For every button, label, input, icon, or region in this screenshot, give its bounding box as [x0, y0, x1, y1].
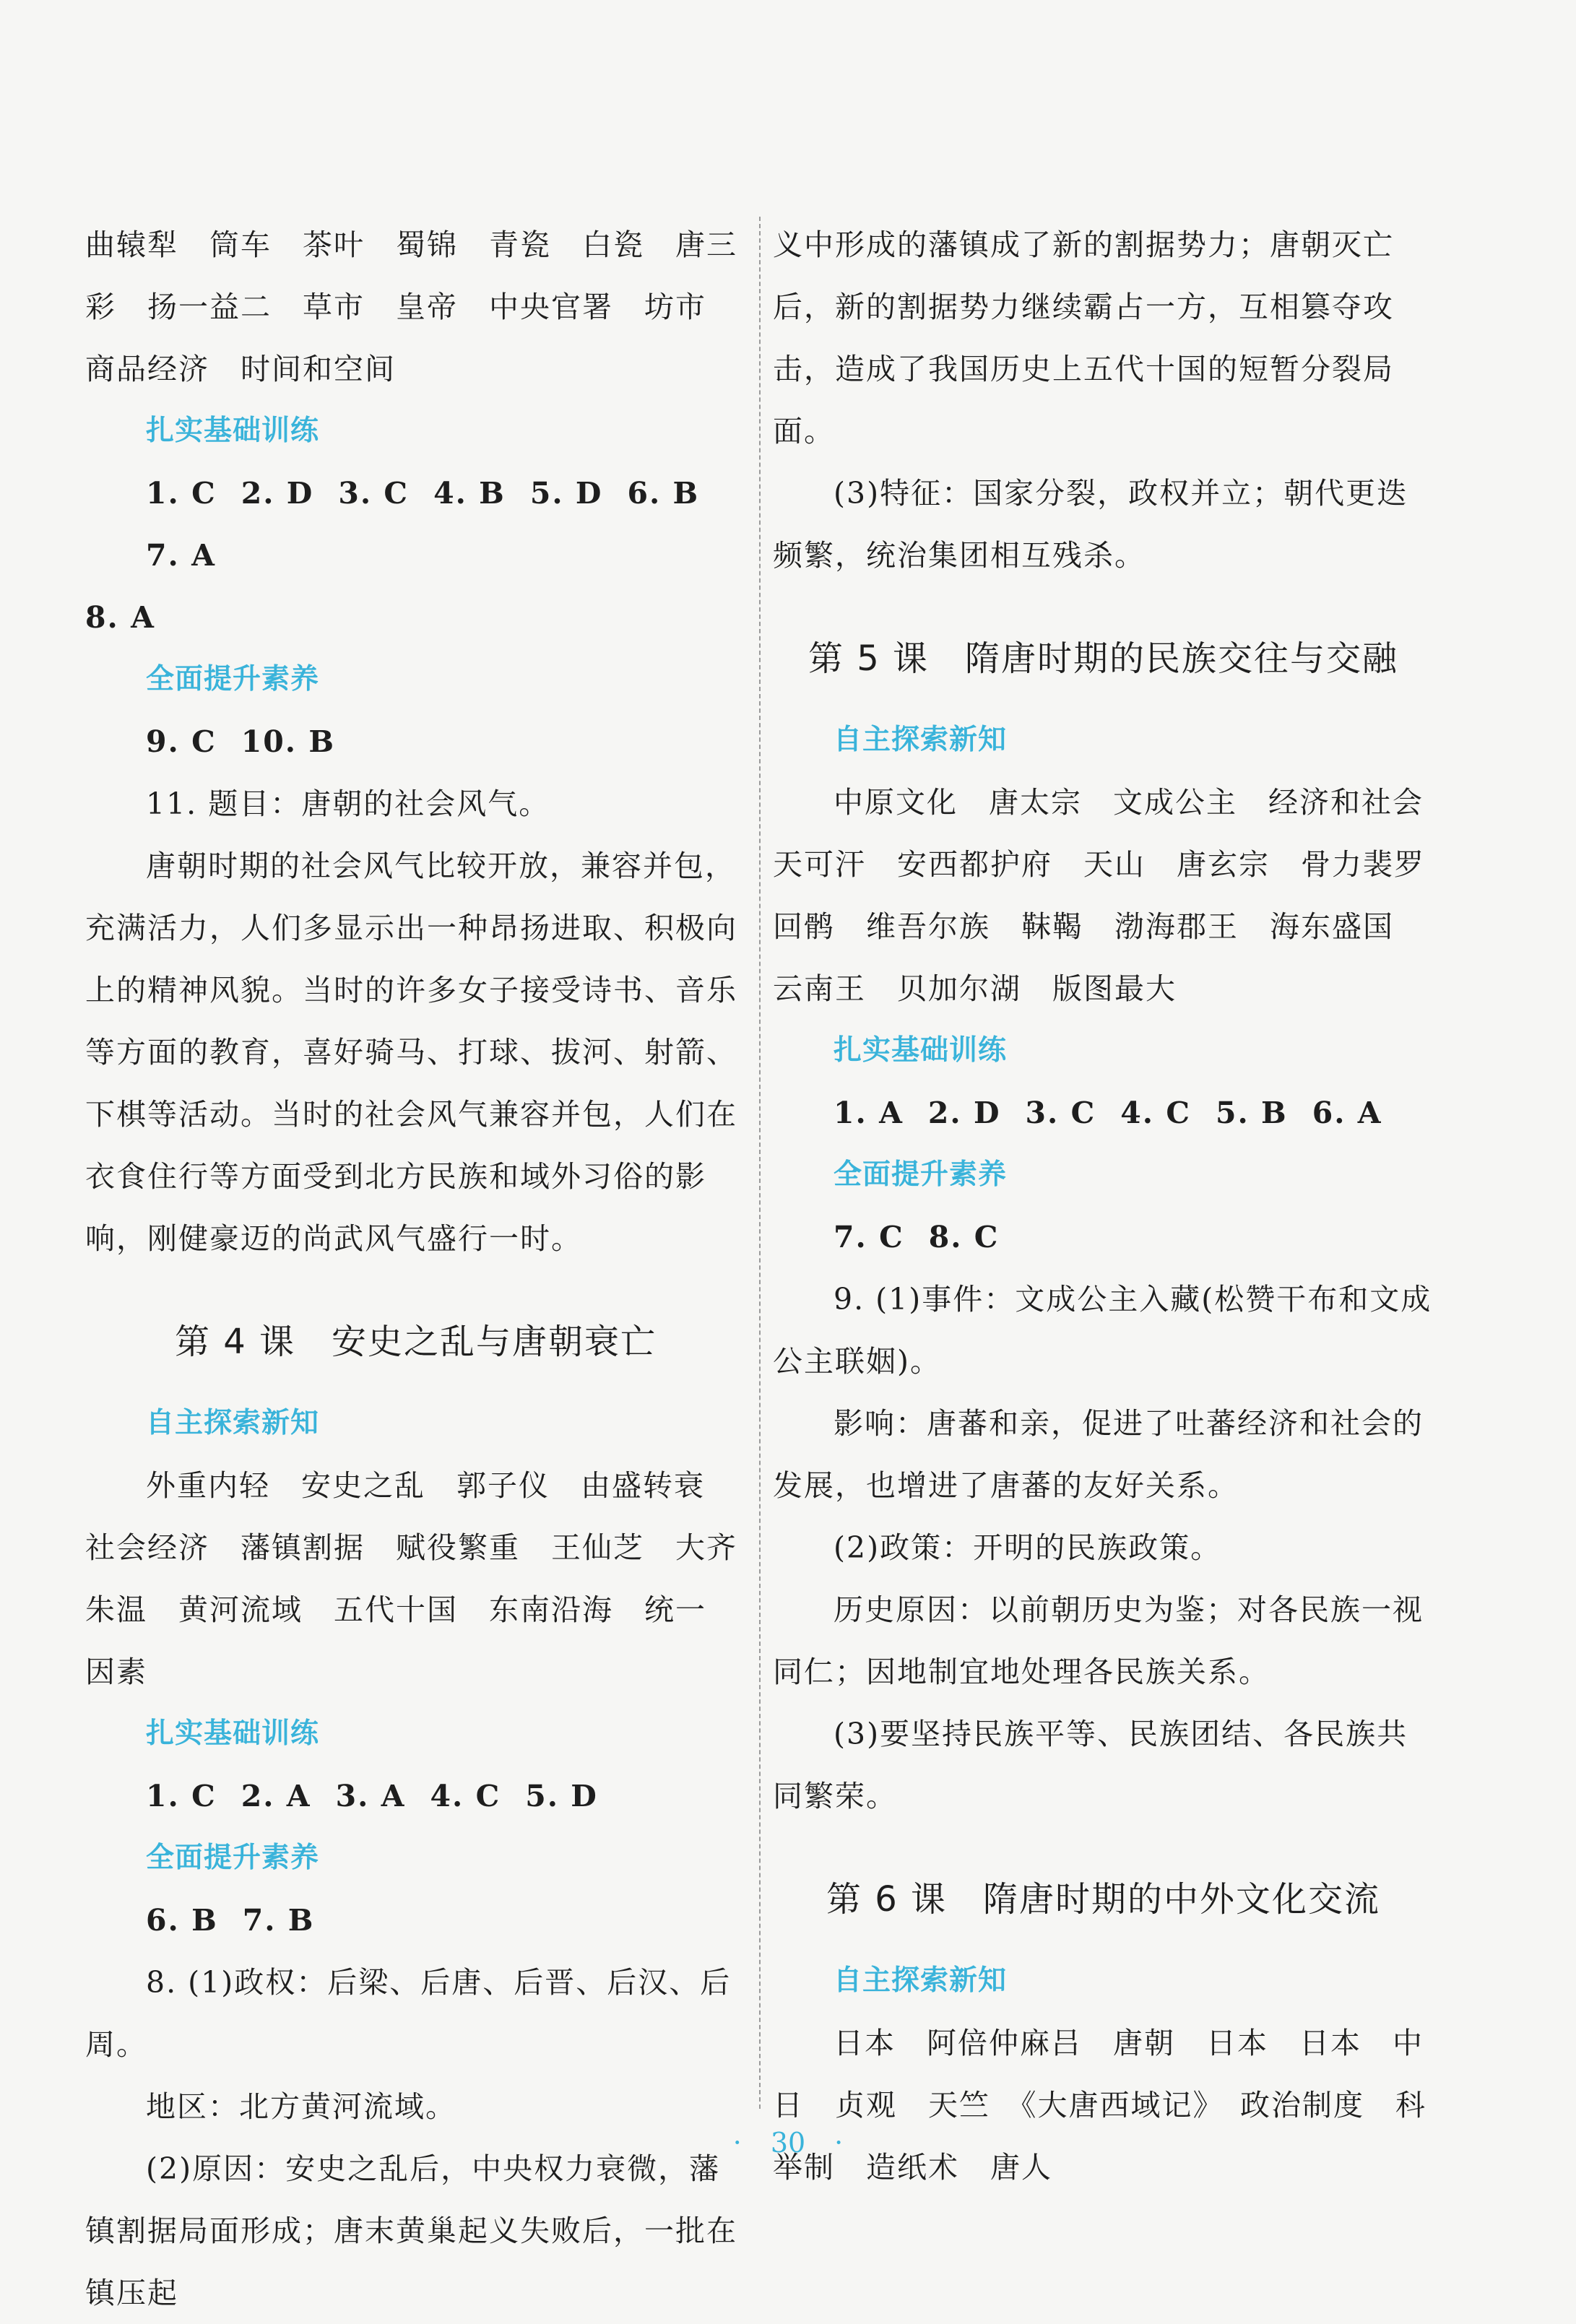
section-heading-basic: 扎实基础训练 — [834, 1034, 1008, 1067]
intro-line: 社会经济 藩镇割据 赋役繁重 王仙芝 大齐 — [85, 1530, 737, 1565]
answer: 3. A — [335, 1779, 406, 1813]
page-footer — [0, 2127, 1576, 2159]
answer-line — [85, 586, 746, 649]
answer: 10. B — [241, 724, 335, 759]
answer: 6. A — [1312, 1096, 1382, 1130]
section-heading-improve: 全面提升素养 — [146, 1842, 320, 1874]
section-heading-explore: 自主探索新知 — [834, 724, 1008, 756]
intro-line: 曲辕犁 筒车 茶叶 蜀锦 青瓷 白瓷 唐三 — [85, 227, 737, 262]
footer-dot: · — [732, 2127, 742, 2159]
answer-line — [85, 462, 746, 586]
question-9-part-2: (2)政策：开明的民族政策。 — [834, 1530, 1222, 1565]
question-8-part-1: 8. (1)政权：后梁、后唐、后晋、后汉、后周。 — [85, 1965, 732, 2062]
intro-line: 云南王 贝加尔湖 版图最大 — [773, 971, 1177, 1006]
question-11: 11. 题目：唐朝的社会风气。 — [146, 786, 550, 821]
page-number: 30 — [770, 2127, 806, 2159]
intro-line: 因素 — [85, 1655, 147, 1689]
answer: 7. B — [242, 1903, 315, 1938]
continued-answer: 义中形成的藩镇成了新的割据势力；唐朝灭亡后，新的割据势力继续霸占一方，互相篡夺攻击，造成了我国历史上五代十国的短暂分裂局面。 — [773, 227, 1394, 448]
answer: 5. D — [529, 476, 603, 511]
answer: 9. C — [146, 724, 217, 759]
answer: 7. C — [834, 1220, 904, 1254]
answer: 6. B — [627, 476, 700, 511]
left-column — [85, 214, 746, 2324]
intro-line: 彩 扬一益二 草市 皇帝 中央官署 坊市 — [85, 290, 706, 324]
answer: 3. C — [338, 476, 410, 511]
answer: 3. C — [1025, 1096, 1096, 1130]
lesson-4-title: 第 4 课 安史之乱与唐朝衰亡 — [174, 1322, 657, 1362]
section-heading-basic: 扎实基础训练 — [146, 415, 320, 447]
section-heading-explore: 自主探索新知 — [146, 1407, 320, 1439]
section-heading-explore: 自主探索新知 — [834, 1964, 1008, 1997]
intro-line: 朱温 黄河流域 五代十国 东南沿海 统一 — [85, 1592, 706, 1627]
question-8-part-3: (3)特征：国家分裂，政权并立；朝代更迭频繁，统治集团相互残杀。 — [773, 476, 1408, 573]
intro-line: 天可汗 安西都护府 天山 唐玄宗 骨力裴罗 — [773, 847, 1425, 882]
answer: 6. B — [146, 1903, 218, 1938]
intro-line: 回鹘 维吾尔族 靺鞨 渤海郡王 海东盛国 — [773, 909, 1394, 944]
question-9-part-3: (3)要坚持民族平等、民族团结、各民族共同繁荣。 — [773, 1717, 1408, 1813]
question-9-reason: 历史原因：以前朝历史为鉴；对各民族一视同仁；因地制宜地处理各民族关系。 — [773, 1592, 1424, 1689]
right-column — [770, 214, 1434, 2198]
footer-dot: · — [834, 2127, 844, 2159]
question-8-region: 地区：北方黄河流域。 — [146, 2089, 456, 2124]
answer: 4. C — [430, 1779, 501, 1813]
answer-line — [85, 1889, 746, 1951]
intro-line: 中原文化 唐太宗 文成公主 经济和社会 — [834, 785, 1424, 820]
answer: 1. C — [146, 1779, 217, 1813]
answer: 2. D — [927, 1096, 1001, 1130]
answer: 2. D — [241, 476, 314, 511]
intro-line: 外重内轻 安史之乱 郭子仪 由盛转衰 — [146, 1468, 705, 1503]
lesson-5-title: 第 5 课 隋唐时期的民族交往与交融 — [808, 638, 1399, 679]
question-9-effect: 影响：唐蕃和亲，促进了吐蕃经济和社会的发展，也增进了唐蕃的友好关系。 — [773, 1406, 1424, 1503]
section-heading-improve: 全面提升素养 — [834, 1158, 1008, 1191]
question-8-part-2: (2)原因：安史之乱后，中央权力衰微，藩镇割据局面形成；唐末黄巢起义失败后，一批在镇压起 — [85, 2151, 737, 2310]
answer: 1. A — [834, 1096, 904, 1130]
answer: 2. A — [241, 1779, 311, 1813]
intro-line: 日 贞观 天竺 《大唐西域记》 政治制度 科 — [773, 2088, 1426, 2123]
section-heading-basic: 扎实基础训练 — [146, 1717, 320, 1750]
answer: 1. C — [146, 476, 217, 511]
answer: 8. C — [928, 1220, 1000, 1254]
section-heading-improve: 全面提升素养 — [146, 663, 320, 695]
answer: 5. D — [525, 1779, 598, 1813]
answer: 4. C — [1120, 1096, 1191, 1130]
question-9-part-1: 9. (1)事件：文成公主入藏(松赞干布和文成公主联姻)。 — [773, 1282, 1432, 1379]
answer-line — [773, 1082, 1434, 1144]
intro-line: 商品经济 时间和空间 — [85, 352, 396, 386]
answer: 4. B — [433, 476, 506, 511]
lesson-6-title: 第 6 课 隋唐时期的中外文化交流 — [826, 1879, 1381, 1920]
answer: 8. A — [85, 600, 155, 635]
answer: 5. B — [1215, 1096, 1288, 1130]
answer-line — [85, 711, 746, 773]
intro-line: 日本 阿倍仲麻吕 唐朝 日本 日本 中 — [834, 2026, 1424, 2060]
answer-line — [85, 1765, 746, 1827]
column-divider — [759, 217, 761, 2109]
answer: 7. A — [146, 538, 216, 573]
question-11-answer: 唐朝时期的社会风气比较开放，兼容并包，充满活力，人们多显示出一种昂扬进取、积极向上的精神风貌。当时的许多女子接受诗书、音乐等方面的教育，喜好骑马、打球、拔河、射箭、下棋等活动。当时的社会风气兼容并包，人们在衣食住行等方面受到北方民族和域外习俗的影响，刚健豪迈的尚武风气盛行一时。 — [85, 849, 737, 1256]
answer-line — [773, 1206, 1434, 1268]
intro-line: 举制 造纸术 唐人 — [773, 2150, 1052, 2185]
